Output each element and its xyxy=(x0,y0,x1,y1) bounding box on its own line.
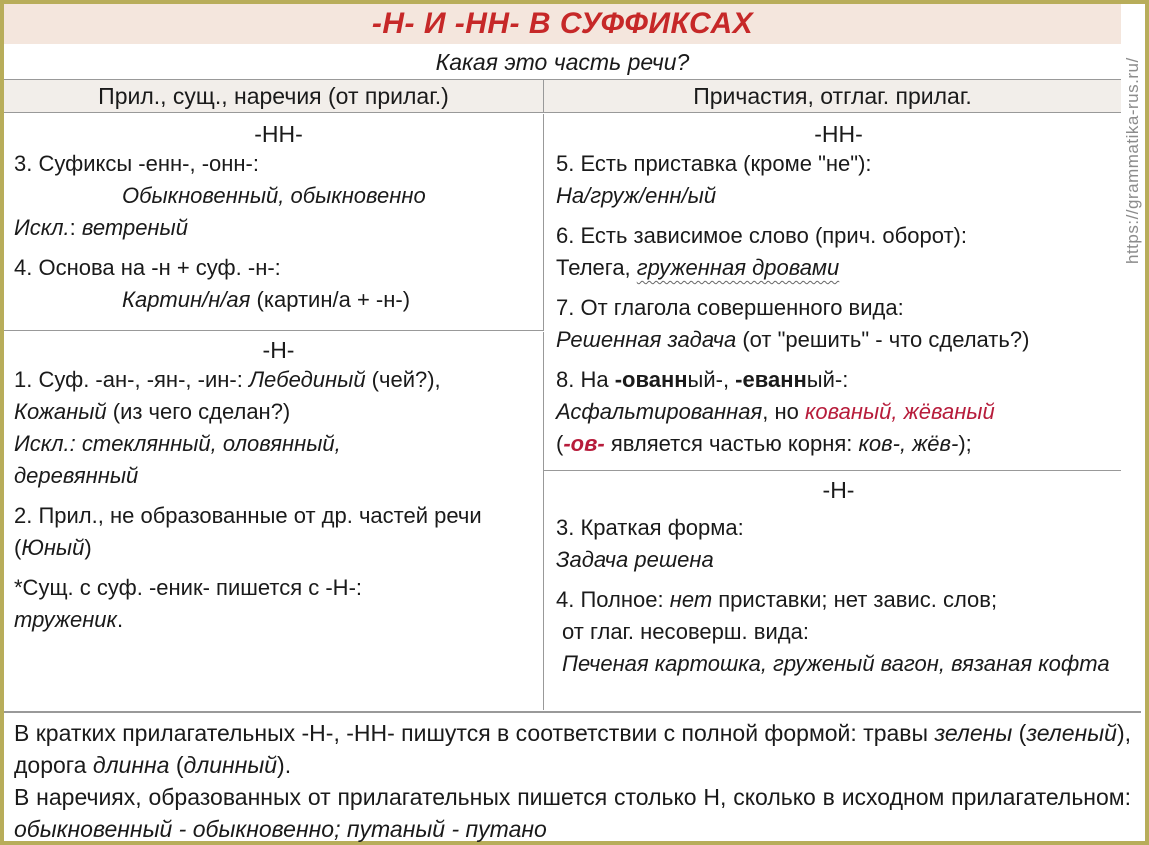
rule-8-but: , но xyxy=(762,399,805,424)
note-1-ex-1: зелены xyxy=(934,720,1013,746)
watermark-strip xyxy=(1121,4,1145,264)
bottom-note-adverbs xyxy=(14,781,1131,845)
rule-8-prefix: 8. На xyxy=(556,367,615,392)
left-nn-section xyxy=(4,114,544,331)
right-n-rule-3-example: Задача решена xyxy=(556,547,714,572)
rule-8-example-1: Асфальтированная xyxy=(556,399,763,424)
note-1-mid: ), дорога xyxy=(14,720,1131,778)
rule-2-close: ) xyxy=(84,535,92,560)
exception-separator: : xyxy=(69,215,82,240)
right-nn-rule-8 xyxy=(556,364,1121,396)
rule-2-text: 2. Прил., не образованные от др. частей речи ( xyxy=(14,503,482,560)
page-subtitle: Какая это часть речи? xyxy=(4,44,1121,80)
note-example-word: труженик xyxy=(14,607,117,632)
right-nn-heading: -НН- xyxy=(814,121,863,147)
left-nn-rule-4-example xyxy=(14,284,543,316)
watermark-url: https://grammatika-rus.ru/ xyxy=(1123,57,1142,264)
right-n-rule-3: 3. Краткая форма: xyxy=(556,515,744,540)
column-header-left: Прил., сущ., наречия (от прилаг.) xyxy=(4,80,544,113)
right-nn-rule-7-example xyxy=(556,324,1121,356)
note-1-close: ). xyxy=(277,752,292,778)
note-2-text: В наречиях, образованных от прилагательных пишется столько Н, сколько в исходном прилагательном: xyxy=(14,784,1131,810)
right-nn-rule-8-note xyxy=(556,428,1121,460)
right-n-rule-4-line-2: от глаг. несоверш. вида: xyxy=(562,619,809,644)
right-nn-rule-6: 6. Есть зависимое слово (прич. оборот): xyxy=(556,223,967,248)
rule-1-question-1: (чей?), xyxy=(365,367,441,392)
note-1-ex-3: длинна xyxy=(92,752,170,778)
exception-word: ветреный xyxy=(81,215,188,240)
right-nn-section xyxy=(544,114,1121,471)
right-n-section xyxy=(544,472,1121,710)
left-nn-rule-3: 3. Суфиксы -енн-, -онн-: xyxy=(14,151,259,176)
note-example-dot: . xyxy=(116,607,124,632)
note-1-open-2: ( xyxy=(169,752,184,778)
rule-8-suffix-1: -ованн xyxy=(614,367,688,392)
right-nn-rule-5: 5. Есть приставка (кроме "не"): xyxy=(556,151,872,176)
rule-7-example-word: Решенная задача xyxy=(556,327,737,352)
left-nn-heading: -НН- xyxy=(254,121,303,147)
left-n-note-example xyxy=(14,604,543,636)
rule-6-example-noun: Телега, xyxy=(556,255,637,280)
rule-8-note-roots: ков-, жёв- xyxy=(858,431,959,456)
rule-1-example-2: Кожаный xyxy=(14,399,107,424)
rule-6-example-phrase: груженная дровами xyxy=(636,255,840,280)
right-n-rule-4-example: Печеная картошка, груженый вагон, вязаная кофта xyxy=(562,651,1110,676)
right-nn-rule-7: 7. От глагола совершенного вида: xyxy=(556,295,904,320)
left-nn-rule-3-example: Обыкновенный, обыкновенно xyxy=(122,183,426,208)
bottom-notes xyxy=(4,711,1141,841)
left-n-note: *Сущ. с суф. -еник- пишется с -Н-: xyxy=(14,575,363,600)
note-1-ex-4: длинный xyxy=(183,752,278,778)
note-1-open-1: ( xyxy=(1012,720,1027,746)
rule-8-note-open: ( xyxy=(556,431,564,456)
rule-1-example-1: Лебединый xyxy=(248,367,366,392)
bottom-note-short-adjectives xyxy=(14,717,1131,781)
right-nn-rule-6-example xyxy=(556,252,1121,284)
rule-8-suffix-2: -еванн xyxy=(735,367,807,392)
left-nn-rule-4: 4. Основа на -н + суф. -н-: xyxy=(14,255,281,280)
left-n-rule-1 xyxy=(14,364,543,396)
column-header-right: Причастия, отглаг. прилаг. xyxy=(544,80,1121,113)
left-n-rule-2 xyxy=(14,500,543,564)
right-nn-rule-8-example xyxy=(556,396,1121,428)
note-1-ex-2: зеленый xyxy=(1026,720,1117,746)
rule-4-no: нет xyxy=(669,587,713,612)
rule-7-example-note: (от "решить" - что сделать?) xyxy=(736,327,1030,352)
rule-8-note-text: является частью корня: xyxy=(604,431,859,456)
note-2-examples: обыкновенный - обыкновенно; путаный - путано xyxy=(14,816,547,842)
left-n-heading: -Н- xyxy=(262,337,295,363)
rule-8-note-close: ); xyxy=(958,431,972,456)
left-n-rule-1-line-2 xyxy=(14,396,543,428)
rule-8-ending-2: ый-: xyxy=(806,367,849,392)
left-n-section xyxy=(4,332,544,710)
left-nn-exception xyxy=(14,212,543,244)
right-n-heading: -Н- xyxy=(822,477,855,503)
rule-1-question-2: (из чего сделан?) xyxy=(106,399,291,424)
exception-label: Искл. xyxy=(14,215,70,240)
rule-4-example-word: Картин/н/ая xyxy=(122,287,251,312)
right-nn-rule-5-example: На/груж/енн/ый xyxy=(556,183,717,208)
rule-4-example-note: (картин/а + -н-) xyxy=(250,287,411,312)
rule-1-label: 1. Суф. -ан-, -ян-, -ин-: xyxy=(14,367,249,392)
note-1-text: В кратких прилагательных -Н-, -НН- пишутся в соответствии с полной формой: травы xyxy=(14,720,935,746)
rule-4-full: 4. Полное: xyxy=(556,587,670,612)
rule-8-ending-1: ый-, xyxy=(687,367,736,392)
right-n-rule-4 xyxy=(556,584,1121,616)
rule-8-example-2: кованый, жёваный xyxy=(804,399,995,424)
rule-2-example: Юный xyxy=(21,535,85,560)
left-n-exception: Искл.: стеклянный, оловянный, деревянный xyxy=(14,431,341,488)
rule-8-note-ov: -ов- xyxy=(563,431,605,456)
page-title: -Н- И -НН- В СУФФИКСАХ xyxy=(4,4,1121,44)
rule-4-conditions: приставки; нет завис. слов; xyxy=(712,587,998,612)
